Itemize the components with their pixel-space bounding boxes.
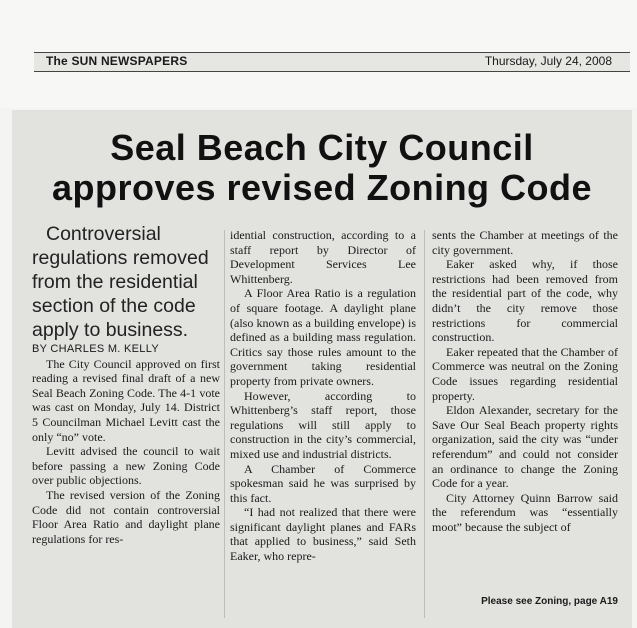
paper-name: The SUN NEWSPAPERS [46,54,188,68]
byline: BY CHARLES M. KELLY [32,343,159,355]
masthead-bar [34,52,630,72]
paragraph: However, according to Whittenberg’s staff report, those regulations will still apply to construction in the city’s commercial, mixed use and industrial districts. [230,388,416,461]
column-rule [224,230,225,618]
deck: Controversial regulations removed from the residential section of the code apply to business. [32,223,209,341]
paragraph: The City Council approved on first reading a revised final draft of a new Seal Beach Zoning Code. The 4-1 vote was cast on Monday, July 14. District 5 Councilman Michael Levitt cast the only “no” vote. [32,356,220,444]
paragraph: Levitt advised the council to wait before passing a new Zoning Code over public objections. [32,444,220,488]
issue-date: Thursday, July 24, 2008 [484,54,612,68]
paragraph: “I had not realized that there were significant daylight planes and FARs that applied to business,” said Seth Eaker, who repre- [230,505,416,564]
headline-line-1: Seal Beach City Council [110,127,534,168]
article-column-3 [432,228,618,534]
continued-on-link[interactable]: Please see Zoning, page A19 [481,596,618,607]
article-column-2 [230,228,416,564]
headline-line-2: approves revised Zoning Code [51,167,593,208]
paragraph: City Attorney Quinn Barrow said the referendum was “essentially moot” because the subject of [432,490,618,534]
paragraph: A Floor Area Ratio is a regulation of square footage. A daylight plane (also known as a building envelope) is defined as a building mass regulation. Critics say those rules amount to the government taking residential property from private owners. [230,286,416,388]
paragraph: Eaker repeated that the Chamber of Commerce was neutral on the Zoning Code issues regarding residential property. [432,344,618,403]
paragraph: sents the Chamber at meetings of the city government. [432,228,618,257]
paragraph: The revised version of the Zoning Code did not contain controversial Floor Area Ratio and daylight plane regulations for res- [32,487,220,546]
column-rule [424,230,425,618]
paragraph: Eldon Alexander, secretary for the Save Our Seal Beach property rights organization, said the city was “under referendum” and could not consider an ordinance to change the Zoning Code for a year. [432,403,618,491]
paragraph: idential construction, according to a staff report by Director of Development Services Lee Whittenberg. [230,228,416,286]
article-column-1 [32,222,220,546]
paragraph: Eaker asked why, if those restrictions had been removed from the residential part of the code, why didn’t the city remove those restrictions for commercial construction. [432,257,618,345]
headline [12,128,632,208]
paragraph: A Chamber of Commerce spokesman said he was surprised by this fact. [230,461,416,505]
